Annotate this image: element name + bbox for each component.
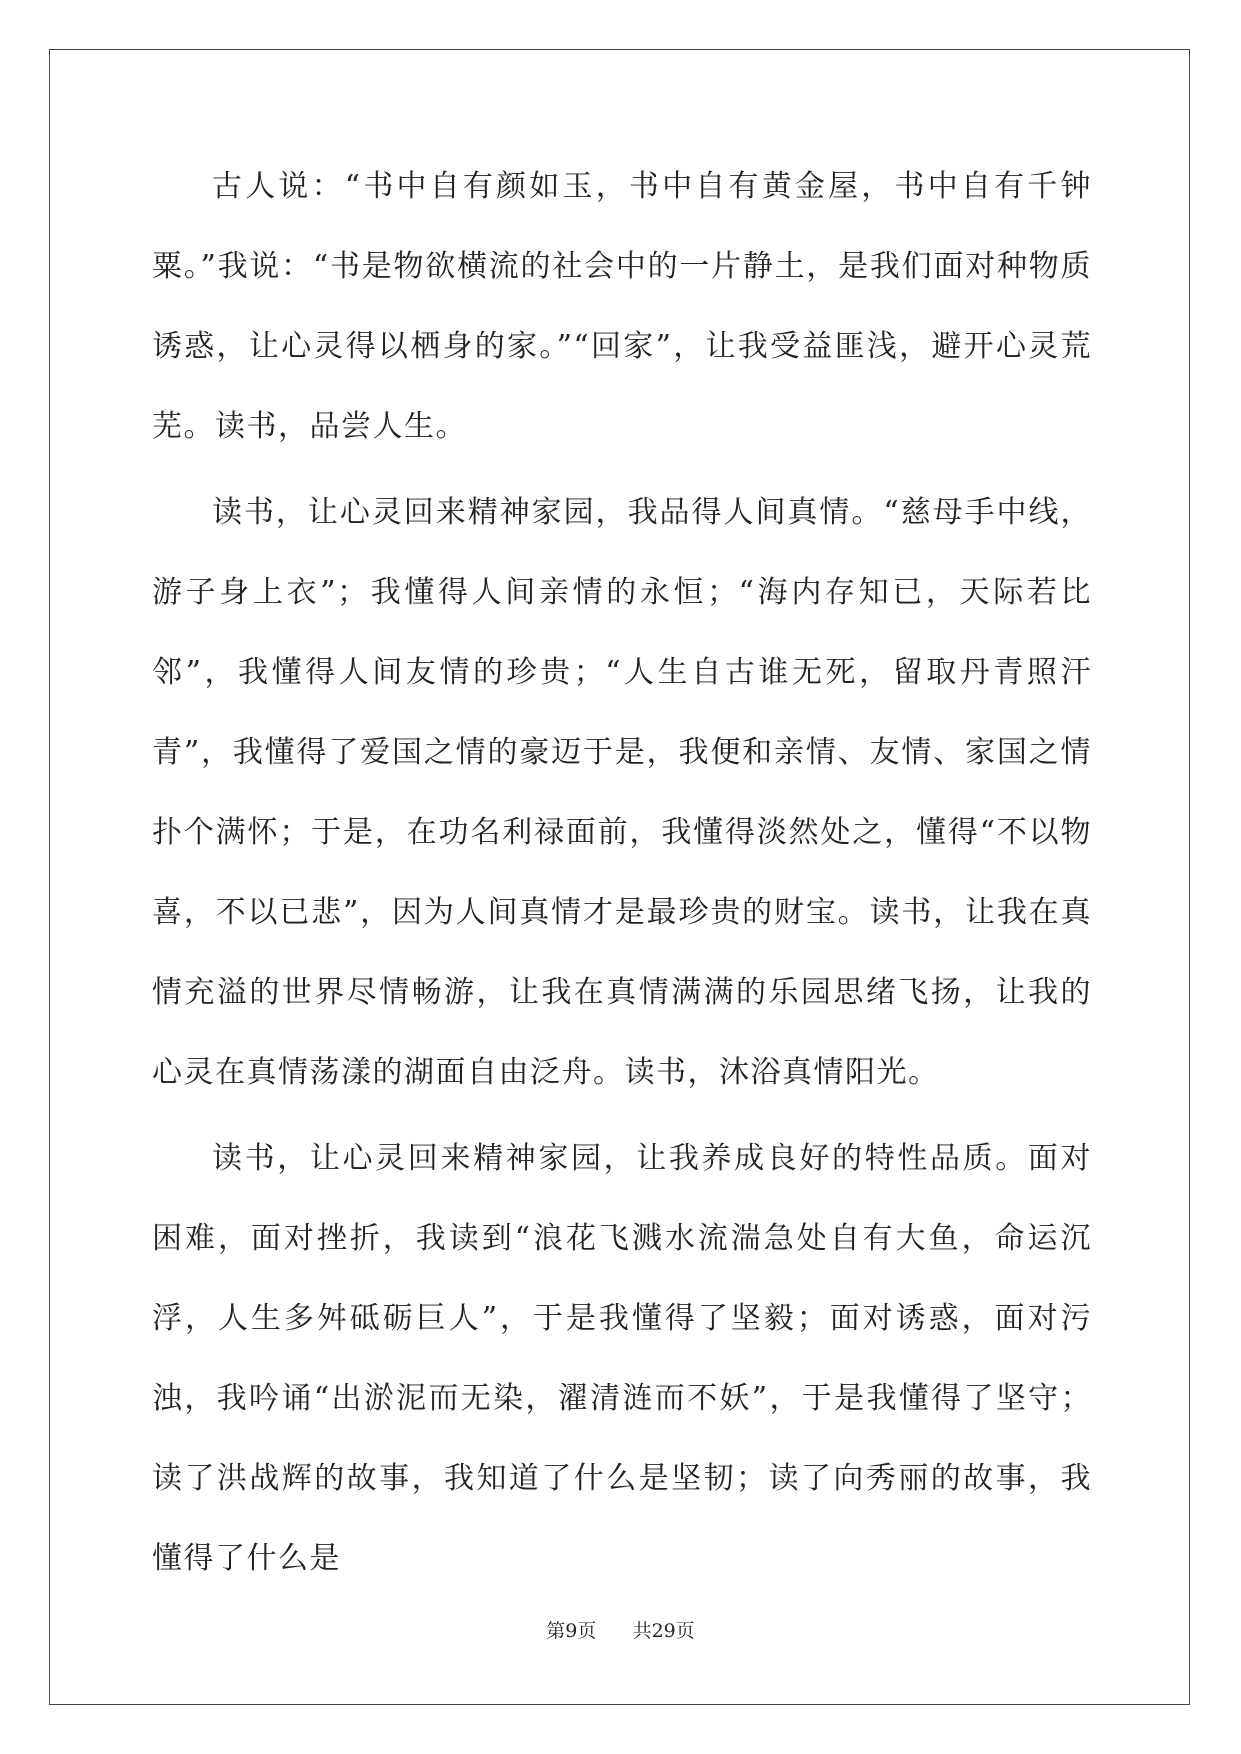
paragraph-2: 读书，让心灵回来精神家园，我品得人间真情。“慈母手中线，游子身上衣”；我懂得人间亲情的永恒；“海内存知已，天际若比邻”，我懂得人间友情的珍贵；“人生自古谁无死，留取丹青照汗青”，我懂得了爱国之情的豪迈于是，我便和亲情、友情、家国之情扑个满怀；于是，在功名利禄面前，我懂得淡然处之，懂得“不以物喜，不以已悲”，因为人间真情才是最珍贵的财宝。读书，让我在真情充溢的世界尽情畅游，让我在真情满满的乐园思绪飞扬，让我的心灵在真情荡漾的湖面自由泛舟。读书，沐浴真情阳光。 — [152, 495, 1092, 1090]
paragraph-3: 读书，让心灵回来精神家园，让我养成良好的特性品质。面对困难，面对挫折，我读到“浪花飞溅水流湍急处自有大鱼，命运沉浮，人生多舛砥砺巨人”，于是我懂得了坚毅；面对诱惑，面对污浊，我吟诵“出淤泥而无染，濯清涟而不妖”，于是我懂得了坚守；读了洪战辉的故事，我知道了什么是坚韧；读了向秀丽的故事，我懂得了什么是 — [152, 1141, 1092, 1576]
page-footer — [0, 1616, 1241, 1643]
page-number: 第9页 — [546, 1620, 597, 1642]
paragraph-1: 古人说：“书中自有颜如玉，书中自有黄金屋，书中自有千钟粟。”我说：“书是物欲横流的社会中的一片静土，是我们面对种物质诱惑，让心灵得以栖身的家。”“回家”，让我受益匪浅，避开心灵荒芜。读书，品尝人生。 — [152, 169, 1092, 444]
document-body — [152, 147, 1092, 1599]
footer-gap — [602, 1620, 626, 1642]
total-pages: 共29页 — [632, 1620, 695, 1642]
